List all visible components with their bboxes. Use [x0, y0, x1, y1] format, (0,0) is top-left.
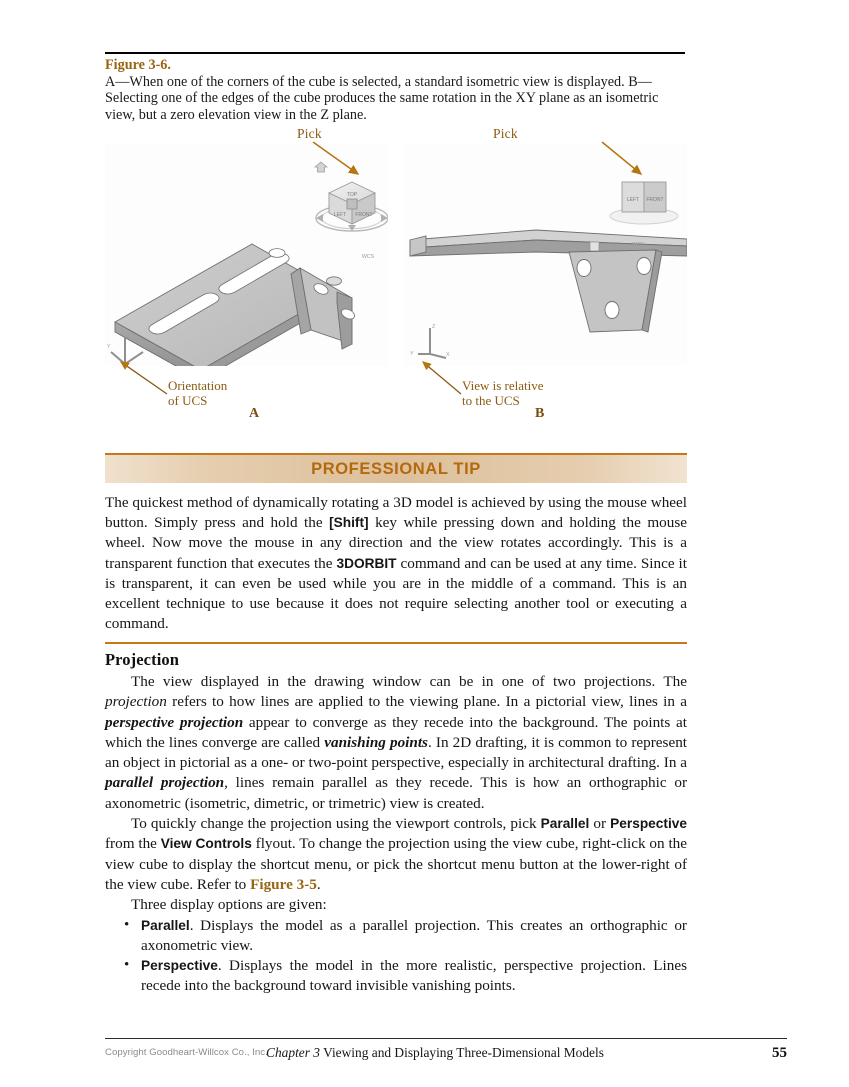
leader-ucs-a: [121, 362, 167, 394]
section-heading-projection: Projection: [105, 650, 180, 669]
p1-term-parallel-projection: parallel projection: [105, 774, 225, 792]
option-desc-parallel: . Displays the model as a parallel projection. This creates an orthographic or axonometric view.: [141, 916, 687, 954]
viewcube-face-left[interactable]: LEFT: [626, 197, 640, 203]
paragraph-three-options: Three display options are given:: [131, 896, 327, 914]
grip-square[interactable]: [590, 242, 599, 251]
projection-section: [105, 650, 687, 997]
figure-caption: [105, 57, 687, 123]
p2-t1: To quickly change the projection using the viewport controls, pick: [131, 815, 541, 833]
panel-a-drawing: [105, 144, 388, 366]
ucs-axis-x: X: [446, 352, 450, 358]
annotation-ucs-a-line2: of UCS: [168, 393, 208, 408]
p1-t1: The view displayed in the drawing window can be in one of two projections. The: [131, 673, 687, 690]
leader-ucs-b: [423, 362, 461, 394]
p1-t3: appear to converge as they recede into the background. The points at which the lines converge are called: [105, 713, 687, 751]
bullet-icon: •: [124, 916, 130, 933]
annotation-ucs-b: [462, 378, 544, 408]
p1-term-vanishing-points: vanishing points: [324, 733, 428, 751]
viewcube-corner-highlight[interactable]: [347, 199, 357, 209]
annotation-ucs-a: [168, 378, 227, 408]
footer-copyright: Copyright Goodheart-Willcox Co., Inc.: [105, 1047, 268, 1058]
professional-tip-box: [105, 453, 687, 644]
ucs-axis-z: Z: [127, 334, 131, 340]
bullet-icon: •: [124, 957, 130, 974]
p2-t5: .: [316, 875, 321, 893]
tip-banner: [105, 455, 687, 483]
p2-option-perspective: Perspective: [610, 816, 687, 832]
viewcube-face-top[interactable]: TOP: [346, 192, 358, 198]
figure-number-label: Figure 3-6.: [105, 57, 171, 73]
wcs-label: WCS: [631, 242, 645, 248]
annotation-ucs-a-line1: Orientation: [168, 378, 228, 393]
viewcube-face-front[interactable]: FRONT: [355, 212, 373, 218]
p2-t3: from the: [105, 835, 161, 853]
footer-chapter-number: Chapter 3: [266, 1045, 320, 1060]
p2-option-parallel: Parallel: [540, 816, 590, 832]
ucs-axis-z: Z: [432, 324, 436, 330]
footer-rule: [105, 1038, 787, 1039]
home-icon[interactable]: [315, 162, 327, 172]
tip-text-2: key while pressing down and holding the mouse wheel. Now move the mouse in any direction and the view rotates accordingly. This is a transparent function that executes the: [105, 514, 687, 572]
option-desc-perspective: . Displays the model in the more realistic, perspective projection. Lines recede into the background toward invisible vanishing points.: [141, 957, 687, 995]
panel-letter-a: A: [249, 406, 260, 421]
pick-label-a: Pick: [297, 126, 322, 141]
paragraph-viewport-controls: [105, 814, 687, 895]
figure-top-rule: [105, 52, 685, 54]
figure-caption-b: B—Selecting one of the edges of the cube produces the same rotation in the XY plane as an isometric view, but a zero elevation view in the Z plane.: [105, 73, 659, 123]
wcs-label: WCS: [361, 254, 375, 260]
tip-text-1: The quickest method of dynamically rotating a 3D model is achieved by using the mouse wheel button. Simply press and hold the: [105, 494, 687, 532]
page-footer: [105, 1045, 787, 1065]
list-item: [124, 916, 687, 957]
footer-chapter-name: Viewing and Displaying Three-Dimensional Models: [319, 1045, 604, 1060]
footer-page-number: 55: [772, 1045, 787, 1061]
pick-label-b: Pick: [493, 126, 518, 141]
ucs-axis-y: Y: [107, 344, 111, 350]
tip-command-3dorbit: 3DORBIT: [336, 555, 397, 571]
option-term-perspective: Perspective: [141, 958, 218, 974]
paragraph-projection-definition: [105, 672, 687, 814]
ucs-axis-y: Y: [410, 351, 414, 357]
option-term-parallel: Parallel: [141, 917, 190, 933]
figure-illustration-area: [105, 126, 687, 426]
tip-text-3: command and can be used at any time. Since it is transparent, it can even be used while you are in the middle of a command. This is an excellent technique to use because it does not require selecting another tool or executing a command.: [105, 554, 687, 633]
tip-key-shift: [Shift]: [329, 515, 369, 531]
figure-panel-a: [105, 144, 388, 366]
ucs-icon-b: [410, 324, 450, 358]
figure-panel-b: [404, 144, 687, 366]
footer-chapter-title: [105, 1045, 765, 1061]
p2-flyout-view-controls: View Controls: [160, 836, 252, 852]
display-options-list: [105, 916, 687, 997]
viewcube-face-left[interactable]: LEFT: [333, 212, 347, 218]
p1-term-projection: projection: [105, 693, 167, 711]
tip-banner-title: PROFESSIONAL TIP: [311, 459, 481, 478]
list-item: [124, 956, 687, 997]
figure-caption-a: A—When one of the corners of the cube is selected, a standard isometric view is displayed.: [105, 73, 625, 90]
viewcube-face-front[interactable]: FRONT: [646, 197, 664, 203]
p2-figure-reference[interactable]: Figure 3-5: [250, 875, 317, 893]
bracket-model-b: [410, 230, 687, 332]
p1-t2: refers to how lines are applied to the viewing plane. In a pictorial view, lines in a: [166, 693, 687, 711]
annotation-ucs-b-line2: to the UCS: [462, 393, 520, 408]
panel-b-drawing: [404, 144, 687, 366]
p2-t4: flyout. To change the projection using the view cube, right-click on the view cube to display the shortcut menu, or pick the shortcut menu button at the lower-right of the view cube. Refer to: [105, 835, 688, 893]
tip-body-text: [105, 493, 687, 634]
p2-t2: or: [589, 815, 611, 833]
panel-letter-b: B: [535, 406, 545, 421]
bracket-model-a: [115, 244, 356, 366]
ucs-axis-x: X: [143, 345, 147, 351]
p1-t4: . In 2D drafting, it is common to represent an object in pictorial as a one- or two-point perspective, especially in architectural drafting. In a: [105, 733, 688, 772]
tip-bottom-rule: [105, 642, 687, 644]
view-cube-a: [315, 162, 388, 260]
annotation-ucs-b-line1: View is relative: [462, 378, 544, 393]
p1-t5: , lines remain parallel as they recede. This is how an orthographic or axonometric (isometric, dimetric, or trimetric) view is created.: [105, 774, 687, 812]
p1-term-perspective-projection: perspective projection: [105, 713, 244, 731]
